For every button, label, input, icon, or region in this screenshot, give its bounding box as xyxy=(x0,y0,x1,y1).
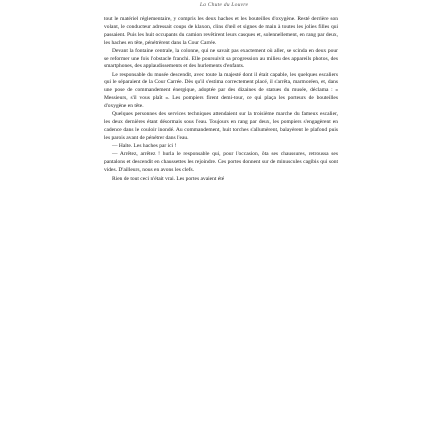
paragraph: Devant la fontaine centrale, la colonne, qui ne savait pas exactement où aller, se scinda en deux pour se reformer une fois l'obstacle franchi. Elle poursuivit sa progression au milieu des appareils photos, des smartphones, des applaudissements et des hurlements d'enfants. xyxy=(104,47,338,70)
paragraph: Le responsable du musée descendit, avec toute la majesté dont il était capable, les quelques escaliers qui le séparaient de la Cour Carrée. Dès qu'il s'estima correctement placé, il s'arrêta, marmoréen, et, dans une pose de commandement énergique, adoptée par des dizaines de statues du musée, déclama : « Messieurs, s'il vous plaît ». Les pompiers firent demi-tour, ce qui plaça les porteurs de bouteilles d'oxygène en tête. xyxy=(104,71,338,109)
paragraph: Rien de tout ceci n'était vrai. Les portes avaient été xyxy=(112,176,225,183)
dialogue-line: — Arrêtez, arrêtez ! hurla le responsable qui, pour l'occasion, ôta ses chaussures, retroussa ses pantalons et descendit en chaussettes les rejoindre. Ces portes donnent sur de minuscules cagibis qui sont vides. D'ailleurs, nous en avons les clefs. xyxy=(104,150,338,173)
dialogue-line: — Halte. Les haches par ici ! xyxy=(112,142,177,149)
paragraph: tout le matériel réglementaire, y compris les deux haches et les bouteilles d'oxygène. Resté derrière son volant, le conducteur adressait coups de klaxon, clins d'œil et signes de main à toutes les jolies filles qui passaient. Puis les huit occupants du camion revêtirent leurs casques et, solennellement, en rang par deux, les haches en tête, pénétrèrent dans la Cour Carrée. xyxy=(104,16,338,46)
body-text xyxy=(104,16,338,185)
running-head: La Chute du Louvre xyxy=(199,2,249,8)
paragraph: Quelques personnes des services techniques attendaient sur la troisième marche du fameux escalier, les deux dernières étant désormais sous l'eau. Toujours en rang par deux, les pompiers s'engagèrent en cadence dans le couloir inondé. Au commandement, huit torches s'allumèrent, balayèrent le plafond puis les parois avant de pénétrer dans l'eau. xyxy=(104,111,338,141)
